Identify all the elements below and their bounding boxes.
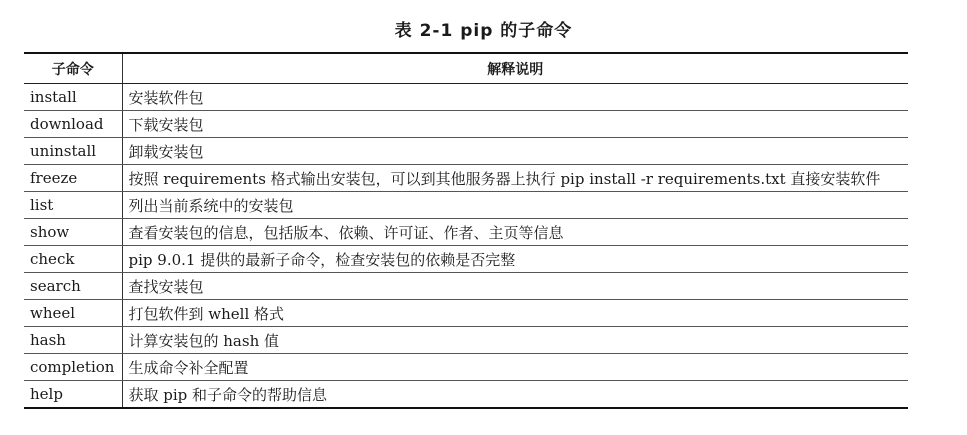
table-row <box>24 273 908 300</box>
description-cell: 查找安装包 <box>122 273 908 300</box>
table-row <box>24 354 908 381</box>
description-cell: 生成命令补全配置 <box>122 354 908 381</box>
command-cell: completion <box>24 354 122 381</box>
description-cell: 按照 requirements 格式输出安装包，可以到其他服务器上执行 pip install -r requirements.txt 直接安装软件 <box>122 165 908 192</box>
command-cell: install <box>24 84 122 111</box>
command-cell: show <box>24 219 122 246</box>
command-cell: search <box>24 273 122 300</box>
description-cell: 打包软件到 whell 格式 <box>122 300 908 327</box>
description-cell: 计算安装包的 hash 值 <box>122 327 908 354</box>
description-cell: 列出当前系统中的安装包 <box>122 192 908 219</box>
description-cell: 安装软件包 <box>122 84 908 111</box>
table-header-row <box>24 53 908 84</box>
table-row <box>24 192 908 219</box>
command-cell: list <box>24 192 122 219</box>
header-description: 解释说明 <box>122 53 908 84</box>
table-row <box>24 165 908 192</box>
table-row <box>24 111 908 138</box>
table-row <box>24 300 908 327</box>
command-cell: check <box>24 246 122 273</box>
description-cell: 查看安装包的信息，包括版本、依赖、许可证、作者、主页等信息 <box>122 219 908 246</box>
command-cell: help <box>24 381 122 409</box>
command-cell: download <box>24 111 122 138</box>
table-row <box>24 327 908 354</box>
pip-subcommands-table <box>24 52 908 409</box>
table-row <box>24 219 908 246</box>
table-row <box>24 138 908 165</box>
description-cell: 卸载安装包 <box>122 138 908 165</box>
table-row <box>24 246 908 273</box>
description-cell: pip 9.0.1 提供的最新子命令，检查安装包的依赖是否完整 <box>122 246 908 273</box>
header-subcommand: 子命令 <box>24 53 122 84</box>
command-cell: freeze <box>24 165 122 192</box>
table-caption: 表 2-1 pip 的子命令 <box>394 21 573 41</box>
description-cell: 下载安装包 <box>122 111 908 138</box>
description-cell: 获取 pip 和子命令的帮助信息 <box>122 381 908 409</box>
command-cell: wheel <box>24 300 122 327</box>
table-row <box>24 84 908 111</box>
command-cell: hash <box>24 327 122 354</box>
command-cell: uninstall <box>24 138 122 165</box>
table-row <box>24 381 908 409</box>
